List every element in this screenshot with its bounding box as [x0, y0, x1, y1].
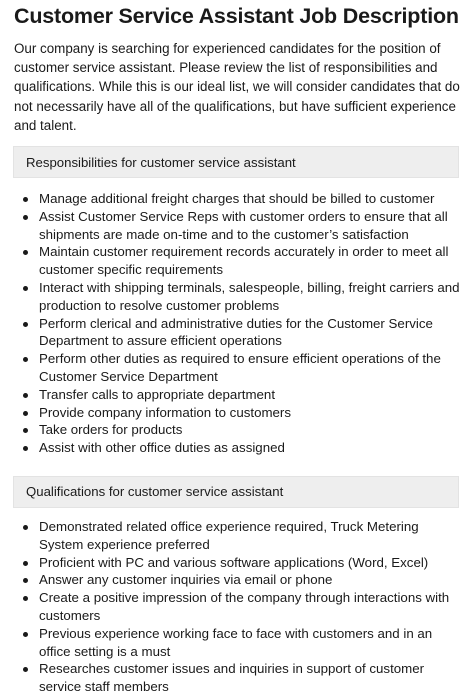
list-item: Interact with shipping terminals, salespeople, billing, freight carriers and production to resolve customer problems	[14, 279, 461, 315]
intro-paragraph: Our company is searching for experienced candidates for the position of customer service assistant. Please review the list of responsibilities and qualifications. While this is our ideal list, we will consider candidates that do not necessarily have all of the qualifications, but have sufficient experience and talent.	[14, 41, 460, 133]
list-item: Maintain customer requirement records accurately in order to meet all customer specific requirements	[14, 243, 461, 279]
list-item: Researches customer issues and inquiries in support of customer service staff members	[14, 660, 461, 696]
list-item: Demonstrated related office experience required, Truck Metering System experience preferred	[14, 518, 461, 554]
list-item: Provide company information to customers	[14, 404, 461, 422]
list-item: Perform clerical and administrative duties for the Customer Service Department to assure efficient operations	[14, 315, 461, 351]
page-title: Customer Service Assistant Job Description	[14, 4, 459, 28]
list-item: Perform other duties as required to ensure efficient operations of the Customer Service Department	[14, 350, 461, 386]
list-item: Answer any customer inquiries via email or phone	[14, 571, 461, 589]
qualifications-heading: Qualifications for customer service assistant	[13, 476, 459, 508]
list-item: Assist with other office duties as assigned	[14, 439, 461, 457]
responsibilities-list	[14, 190, 461, 457]
list-item: Assist Customer Service Reps with customer orders to ensure that all shipments are made on-time and to the customer’s satisfaction	[14, 208, 461, 244]
list-item: Previous experience working face to face with customers and in an office setting is a must	[14, 625, 461, 661]
list-item: Take orders for products	[14, 421, 461, 439]
list-item: Proficient with PC and various software applications (Word, Excel)	[14, 554, 461, 572]
responsibilities-heading: Responsibilities for customer service assistant	[13, 146, 459, 178]
list-item: Transfer calls to appropriate department	[14, 386, 461, 404]
list-item: Create a positive impression of the company through interactions with customers	[14, 589, 461, 625]
qualifications-list	[14, 518, 461, 696]
list-item: Manage additional freight charges that should be billed to customer	[14, 190, 461, 208]
